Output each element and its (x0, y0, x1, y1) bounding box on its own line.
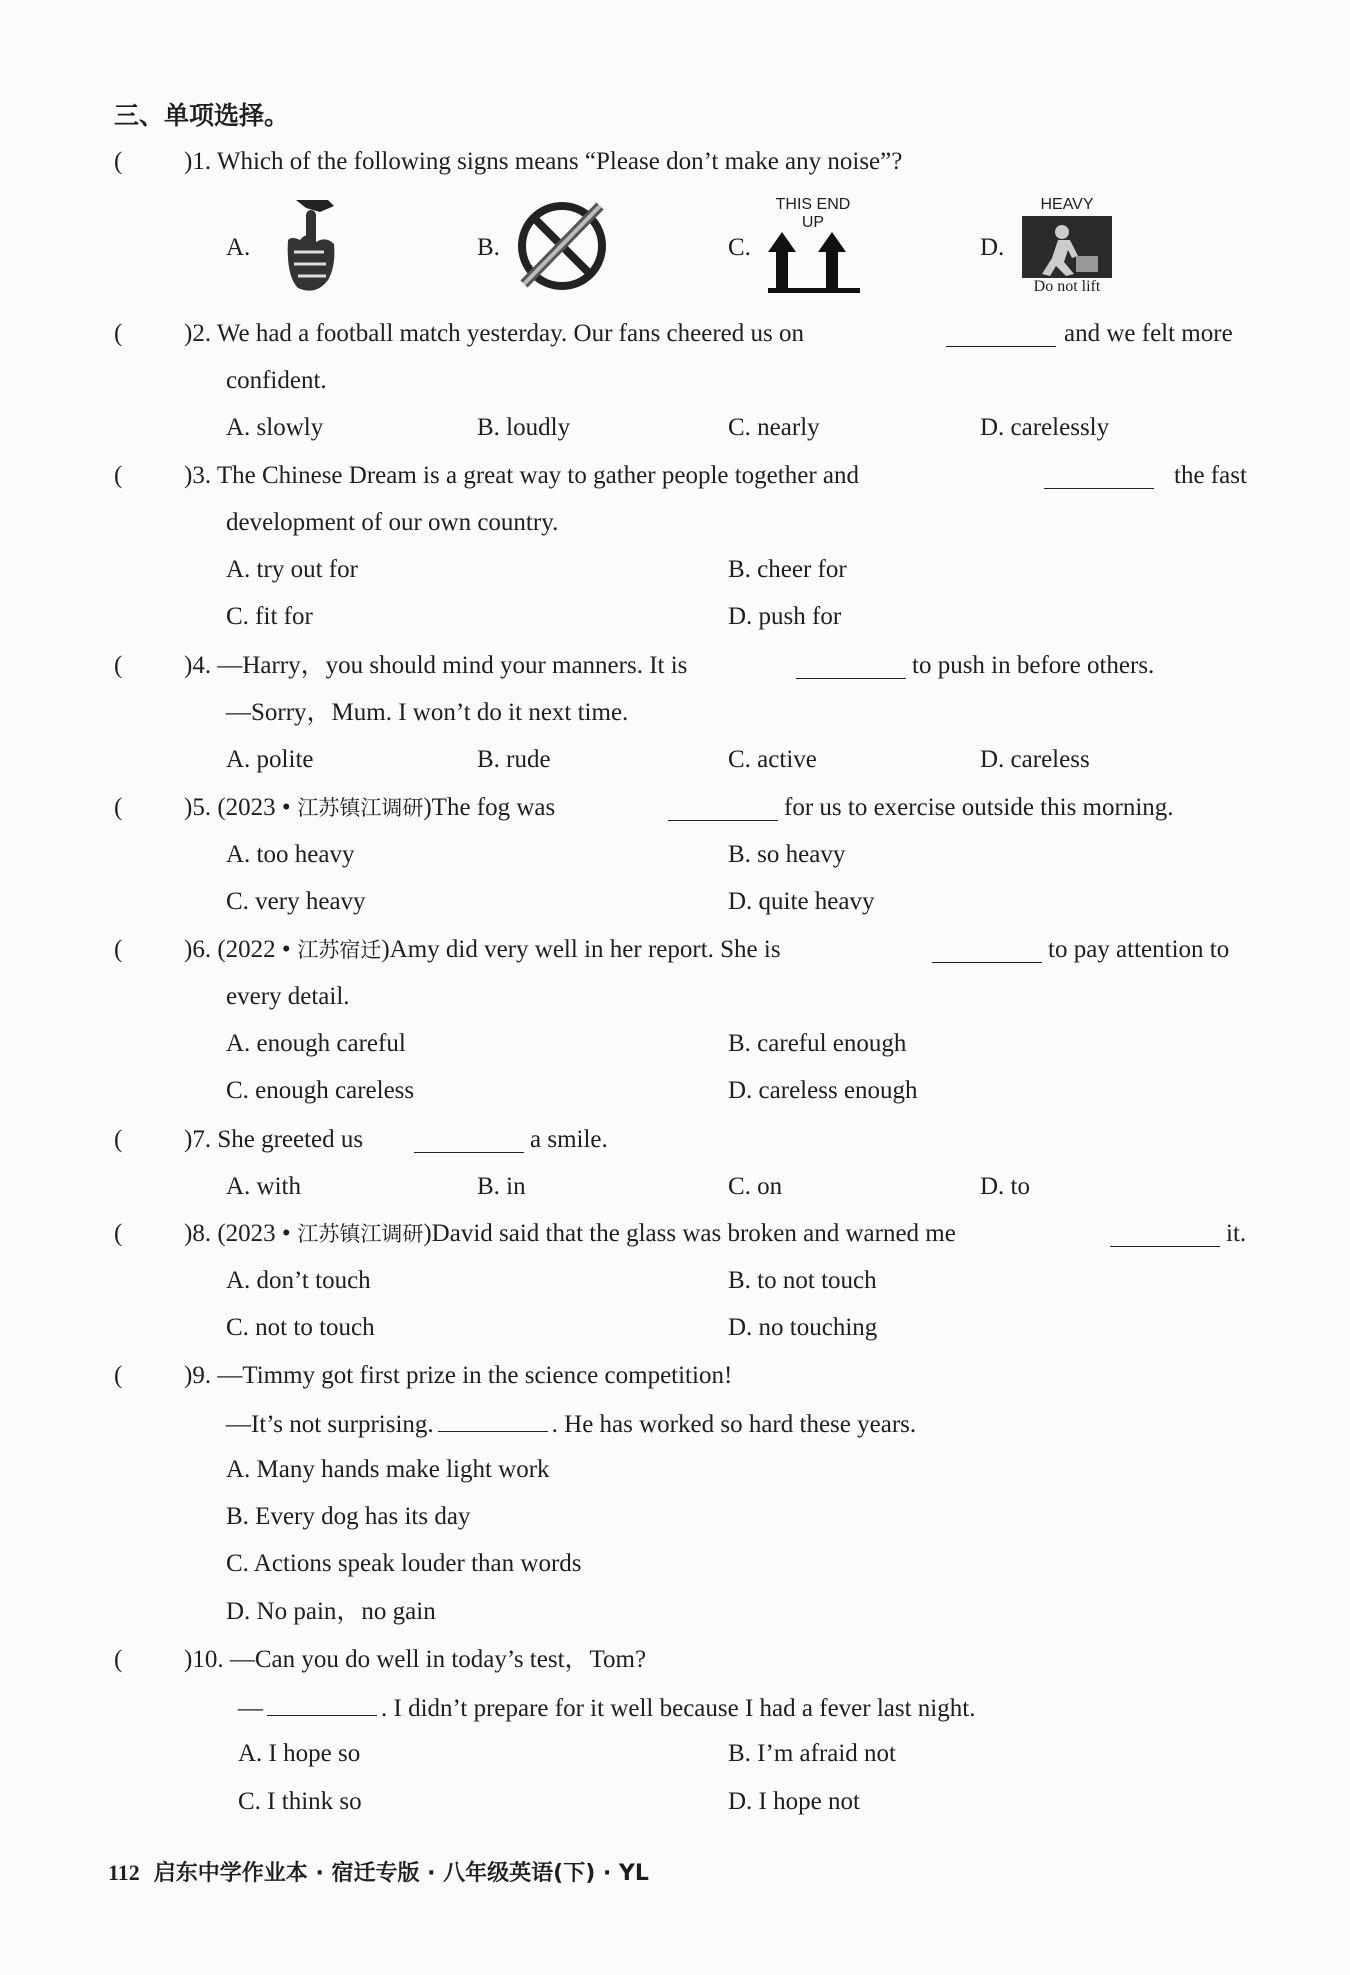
question-6-text: )Amy did very well in her report. She is (381, 936, 781, 963)
answer-blank[interactable] (796, 654, 906, 679)
sign-d-top-text: HEAVY (1040, 196, 1094, 213)
answer-blank[interactable] (267, 1691, 377, 1716)
answer-blank[interactable] (668, 796, 778, 821)
option-a: A. with (226, 1173, 301, 1200)
question-7: )7. She greeted us (184, 1126, 364, 1153)
question-9-reply-start: —It’s not surprising. (226, 1411, 434, 1438)
sign-c-up-text: UP (801, 214, 825, 231)
answer-paren: ( (114, 462, 123, 489)
option-a: A. I hope so (238, 1740, 361, 1767)
option-c: C. not to touch (226, 1314, 375, 1341)
option-b: B. Every dog has its day (226, 1503, 471, 1530)
question-5-tail: for us to exercise outside this morning. (784, 794, 1174, 821)
question-2-tail: and we felt more (1064, 320, 1233, 347)
option-d: D. push for (728, 603, 842, 630)
question-9: )9. —Timmy got first prize in the science competition! (184, 1362, 733, 1389)
answer-paren: ( (114, 936, 123, 963)
answer-paren: ( (114, 794, 123, 821)
question-6-tail: to pay attention to (1048, 936, 1230, 963)
answer-blank[interactable] (438, 1407, 548, 1432)
answer-paren: ( (114, 1126, 123, 1153)
option-c: C. I think so (238, 1788, 362, 1815)
option-a: A. Many hands make light work (226, 1456, 550, 1483)
question-10: )10. —Can you do well in today’s test，Tom? (184, 1646, 647, 1673)
option-b: B. I’m afraid not (728, 1740, 897, 1767)
answer-paren: ( (114, 1362, 123, 1389)
option-b: B. rude (477, 746, 551, 773)
question-10-reply-start: — (238, 1695, 263, 1722)
option-d: D. No pain，no gain (226, 1598, 436, 1625)
question-7-tail: a smile. (530, 1126, 608, 1153)
option-a: A. polite (226, 746, 314, 773)
option-d: D. careless enough (728, 1077, 918, 1104)
question-3-continued: development of our own country. (226, 509, 559, 536)
option-b: B. loudly (477, 414, 571, 441)
answer-paren: ( (114, 320, 123, 347)
question-5-text: )The fog was (423, 794, 556, 821)
question-4: )4. —Harry，you should mind your manners. It is (184, 652, 688, 679)
option-c: C. enough careless (226, 1077, 415, 1104)
page-footer (108, 1856, 649, 1887)
no-smoking-sign-icon (514, 198, 610, 294)
question-10-reply-end: . I didn’t prepare for it well because I had a fever last night. (381, 1695, 976, 1722)
option-b-label: B. (477, 234, 500, 261)
question-5-number: )5. (2023 • (184, 794, 291, 821)
question-8-number: )8. (2023 • (184, 1220, 291, 1247)
question-10-reply (238, 1691, 975, 1725)
answer-blank[interactable] (932, 938, 1042, 963)
option-d-label: D. (980, 234, 1005, 261)
page-number: 112 (108, 1860, 140, 1885)
question-5 (184, 792, 555, 824)
option-b: B. so heavy (728, 841, 846, 868)
option-a-label: A. (226, 234, 251, 261)
option-b: B. in (477, 1173, 526, 1200)
question-1: )1. Which of the following signs means “Please don’t make any noise”? (184, 148, 903, 175)
question-4-continued: —Sorry，Mum. I won’t do it next time. (226, 699, 629, 726)
option-b: B. cheer for (728, 556, 847, 583)
sign-d-bottom-text: Do not lift (1033, 278, 1101, 295)
option-a: A. enough careful (226, 1030, 406, 1057)
option-c: C. nearly (728, 414, 820, 441)
option-a: A. try out for (226, 556, 358, 583)
answer-paren: ( (114, 1220, 123, 1247)
answer-blank[interactable] (414, 1128, 524, 1153)
option-d: D. to (980, 1173, 1030, 1200)
question-6-continued: every detail. (226, 983, 350, 1010)
question-8-source: 江苏镇江调研 (290, 1222, 424, 1246)
question-5-source: 江苏镇江调研 (290, 796, 424, 820)
option-d: D. carelessly (980, 414, 1110, 441)
do-not-lift-sign-icon (1022, 216, 1112, 278)
option-c: C. very heavy (226, 888, 366, 915)
question-9-reply-end: . He has worked so hard these years. (551, 1411, 917, 1438)
option-a: A. don’t touch (226, 1267, 371, 1294)
answer-paren: ( (114, 1646, 123, 1673)
answer-paren: ( (114, 148, 123, 175)
option-c-label: C. (728, 234, 751, 261)
section-heading: 三、单项选择。 (114, 101, 290, 130)
option-c: C. fit for (226, 603, 313, 630)
finger-on-lips-sign-icon (276, 196, 346, 296)
option-a: A. slowly (226, 414, 324, 441)
question-8-tail: it. (1226, 1220, 1247, 1247)
question-4-tail: to push in before others. (912, 652, 1155, 679)
answer-blank[interactable] (1044, 464, 1154, 489)
answer-blank[interactable] (946, 322, 1056, 347)
question-2-continued: confident. (226, 367, 327, 394)
question-3-tail: the fast (1174, 462, 1247, 489)
option-d: D. I hope not (728, 1788, 860, 1815)
option-d: D. no touching (728, 1314, 878, 1341)
book-title: 启东中学作业本 · 宿迁专版 · 八年级英语(下) · YL (153, 1861, 649, 1886)
option-c: C. on (728, 1173, 783, 1200)
option-b: B. careful enough (728, 1030, 907, 1057)
question-3: )3. The Chinese Dream is a great way to gather people together and (184, 462, 859, 489)
question-6-number: )6. (2022 • (184, 936, 291, 963)
option-b: B. to not touch (728, 1267, 877, 1294)
option-c: C. active (728, 746, 817, 773)
option-c: C. Actions speak louder than words (226, 1550, 582, 1577)
option-d: D. quite heavy (728, 888, 875, 915)
question-9-reply (226, 1407, 916, 1441)
option-d: D. careless (980, 746, 1090, 773)
option-a: A. too heavy (226, 841, 355, 868)
question-6-source: 江苏宿迁 (290, 938, 382, 962)
answer-blank[interactable] (1110, 1222, 1220, 1247)
question-8-text: )David said that the glass was broken and warned me (423, 1220, 956, 1247)
answer-paren: ( (114, 652, 123, 679)
this-end-up-arrows-icon (768, 232, 860, 294)
sign-c-top-text: THIS END (775, 196, 851, 213)
question-6 (184, 934, 781, 966)
question-8 (184, 1218, 956, 1250)
question-2: )2. We had a football match yesterday. Our fans cheered us on (184, 320, 804, 347)
